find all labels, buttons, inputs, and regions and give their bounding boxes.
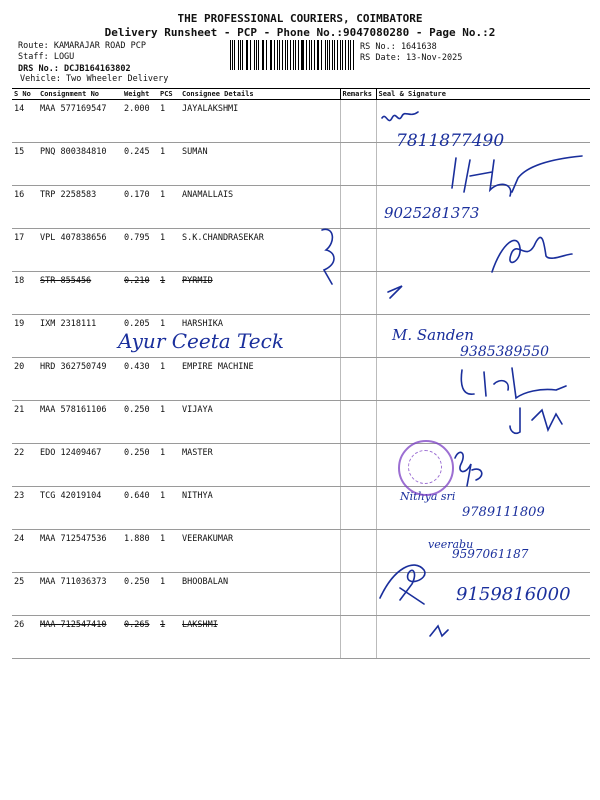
cell-weight: 0.430 <box>122 358 158 401</box>
drs-number: DRS No.: DCJB164163802 <box>18 64 131 74</box>
rs-date: RS Date: 13-Nov-2025 <box>360 53 463 63</box>
cell-consignment: MAA 712547410 <box>38 616 122 659</box>
cell-consignment: STR 855456 <box>38 272 122 315</box>
cell-pcs: 1 <box>158 229 180 272</box>
cell-sno: 20 <box>12 358 38 401</box>
cell-weight: 0.245 <box>122 143 158 186</box>
table-row <box>12 487 590 530</box>
cell-pcs: 1 <box>158 315 180 358</box>
table-row <box>12 315 590 358</box>
cell-remarks <box>340 358 376 401</box>
cell-weight: 0.170 <box>122 186 158 229</box>
cell-seal-signature <box>376 573 590 616</box>
cell-consignee: SUMAN <box>180 143 340 186</box>
cell-consignment: MAA 712547536 <box>38 530 122 573</box>
cell-consignee: S.K.CHANDRASEKAR <box>180 229 340 272</box>
barcode-bar <box>302 40 303 70</box>
cell-sno: 23 <box>12 487 38 530</box>
cell-weight: 0.210 <box>122 272 158 315</box>
barcode-bar <box>285 40 286 70</box>
cell-weight: 1.880 <box>122 530 158 573</box>
cell-consignee: EMPIRE MACHINE <box>180 358 340 401</box>
cell-pcs: 1 <box>158 444 180 487</box>
barcode-bar <box>262 40 263 70</box>
cell-remarks <box>340 401 376 444</box>
cell-weight: 0.250 <box>122 401 158 444</box>
cell-remarks <box>340 143 376 186</box>
cell-consignment: MAA 711036373 <box>38 573 122 616</box>
handwritten-phone-25: 9159816000 <box>456 584 571 605</box>
cell-seal-signature <box>376 530 590 573</box>
barcode <box>230 40 356 70</box>
cell-consignee: BHOOBALAN <box>180 573 340 616</box>
barcode-bar <box>250 40 251 70</box>
cell-seal-signature <box>376 272 590 315</box>
barcode-bar <box>295 40 296 70</box>
cell-pcs: 1 <box>158 487 180 530</box>
handwritten-name-24: veerabu <box>428 538 474 551</box>
cell-seal-signature <box>376 487 590 530</box>
barcode-bar <box>242 40 243 70</box>
cell-consignee: HARSHIKA <box>180 315 340 358</box>
barcode-bar <box>337 40 338 70</box>
cell-remarks <box>340 573 376 616</box>
cell-sno: 14 <box>12 100 38 143</box>
cell-consignment: HRD 362750749 <box>38 358 122 401</box>
table-row <box>12 616 590 659</box>
rs-number: RS No.: 1641638 <box>360 42 437 52</box>
cell-pcs: 1 <box>158 100 180 143</box>
cell-pcs: 1 <box>158 272 180 315</box>
cell-consignee: NITHYA <box>180 487 340 530</box>
handwritten-phone-19: 9385389550 <box>460 344 550 360</box>
cell-sno: 26 <box>12 616 38 659</box>
barcode-bar <box>279 40 280 70</box>
barcode-bar <box>254 40 255 70</box>
cell-sno: 16 <box>12 186 38 229</box>
cell-remarks <box>340 229 376 272</box>
barcode-bar <box>309 40 310 70</box>
col-seal-signature: Seal & Signature <box>376 89 590 100</box>
cell-seal-signature <box>376 229 590 272</box>
cell-consignment: EDO 12409467 <box>38 444 122 487</box>
table-row <box>12 444 590 487</box>
col-remarks: Remarks <box>340 89 376 100</box>
company-seal-stamp <box>398 440 454 496</box>
route-label: Route: KAMARAJAR ROAD PCP <box>18 41 146 51</box>
handwritten-phone-24: 9597061187 <box>452 547 529 561</box>
cell-weight: 0.640 <box>122 487 158 530</box>
table-row <box>12 143 590 186</box>
table-row <box>12 229 590 272</box>
barcode-bar <box>318 40 319 70</box>
staff-label: Staff: LOGU <box>18 52 75 62</box>
barcode-bar <box>350 40 351 70</box>
handwritten-name-23: Nithya sri <box>400 490 456 503</box>
cell-consignment: MAA 578161106 <box>38 401 122 444</box>
cell-weight: 0.205 <box>122 315 158 358</box>
cell-pcs: 1 <box>158 530 180 573</box>
cell-weight: 0.795 <box>122 229 158 272</box>
runsheet-subtitle: Delivery Runsheet - PCP - Phone No.:9047080280 - Page No.:2 <box>104 26 496 39</box>
cell-sno: 19 <box>12 315 38 358</box>
cell-consignee: PYRMID <box>180 272 340 315</box>
table-row <box>12 272 590 315</box>
cell-pcs: 1 <box>158 143 180 186</box>
cell-seal-signature <box>376 401 590 444</box>
table-row <box>12 530 590 573</box>
cell-seal-signature <box>376 100 590 143</box>
cell-weight: 0.250 <box>122 573 158 616</box>
handwritten-name-19: M. Sanden <box>392 326 474 344</box>
barcode-bar <box>342 40 343 70</box>
cell-sno: 17 <box>12 229 38 272</box>
cell-remarks <box>340 315 376 358</box>
cell-weight: 0.265 <box>122 616 158 659</box>
barcode-bar <box>230 40 231 70</box>
cell-consignee: ANAMALLAIS <box>180 186 340 229</box>
cell-sno: 18 <box>12 272 38 315</box>
cell-consignee: VEERAKUMAR <box>180 530 340 573</box>
col-consignment: Consignment No <box>38 89 122 100</box>
cell-seal-signature <box>376 315 590 358</box>
cell-consignment: VPL 407838656 <box>38 229 122 272</box>
cell-sno: 25 <box>12 573 38 616</box>
cell-consignee: VIJAYA <box>180 401 340 444</box>
table-row <box>12 100 590 143</box>
cell-weight: 0.250 <box>122 444 158 487</box>
cell-consignment: IXM 2318111 <box>38 315 122 358</box>
cell-sno: 24 <box>12 530 38 573</box>
cell-sno: 21 <box>12 401 38 444</box>
barcode-bar <box>311 40 312 70</box>
cell-pcs: 1 <box>158 616 180 659</box>
cell-consignee: JAYALAKSHMI <box>180 100 340 143</box>
cell-consignee: MASTER <box>180 444 340 487</box>
cell-remarks <box>340 186 376 229</box>
handwritten-note-19: Ayur Ceeta Teck <box>118 329 284 353</box>
barcode-bar <box>271 40 272 70</box>
cell-sno: 22 <box>12 444 38 487</box>
cell-pcs: 1 <box>158 401 180 444</box>
cell-remarks <box>340 272 376 315</box>
table-row <box>12 573 590 616</box>
cell-consignment: TCG 42019104 <box>38 487 122 530</box>
table-row <box>12 186 590 229</box>
col-sno: S No <box>12 89 38 100</box>
cell-consignment: MAA 577169547 <box>38 100 122 143</box>
cell-pcs: 1 <box>158 358 180 401</box>
table-header-row <box>12 89 590 100</box>
cell-remarks <box>340 616 376 659</box>
cell-seal-signature <box>376 143 590 186</box>
cell-remarks <box>340 100 376 143</box>
col-weight: Weight <box>122 89 158 100</box>
cell-pcs: 1 <box>158 573 180 616</box>
barcode-bar <box>332 40 333 70</box>
cell-remarks <box>340 444 376 487</box>
barcode-bar <box>266 40 267 70</box>
table-row <box>12 401 590 444</box>
table-row <box>12 358 590 401</box>
runsheet-title: THE PROFESSIONAL COURIERS, COIMBATORE <box>177 12 423 25</box>
barcode-bar <box>325 40 326 70</box>
col-pcs: PCS <box>158 89 180 100</box>
handwritten-phone-23: 9789111809 <box>462 505 545 520</box>
runsheet-table <box>12 88 590 659</box>
cell-remarks <box>340 487 376 530</box>
cell-seal-signature <box>376 616 590 659</box>
cell-consignee: LAKSHMI <box>180 616 340 659</box>
handwritten-phone-16: 9025281373 <box>384 204 480 222</box>
cell-weight: 2.000 <box>122 100 158 143</box>
barcode-bar <box>238 40 239 70</box>
handwritten-phone-14: 7811877490 <box>396 131 505 151</box>
cell-remarks <box>340 530 376 573</box>
cell-consignment: PNQ 800384810 <box>38 143 122 186</box>
col-consignee: Consignee Details <box>180 89 340 100</box>
barcode-bar <box>287 40 288 70</box>
cell-consignment: TRP 2258583 <box>38 186 122 229</box>
cell-seal-signature <box>376 186 590 229</box>
cell-seal-signature <box>376 358 590 401</box>
cell-pcs: 1 <box>158 186 180 229</box>
vehicle-label: Vehicle: Two Wheeler Delivery <box>20 74 169 84</box>
cell-sno: 15 <box>12 143 38 186</box>
